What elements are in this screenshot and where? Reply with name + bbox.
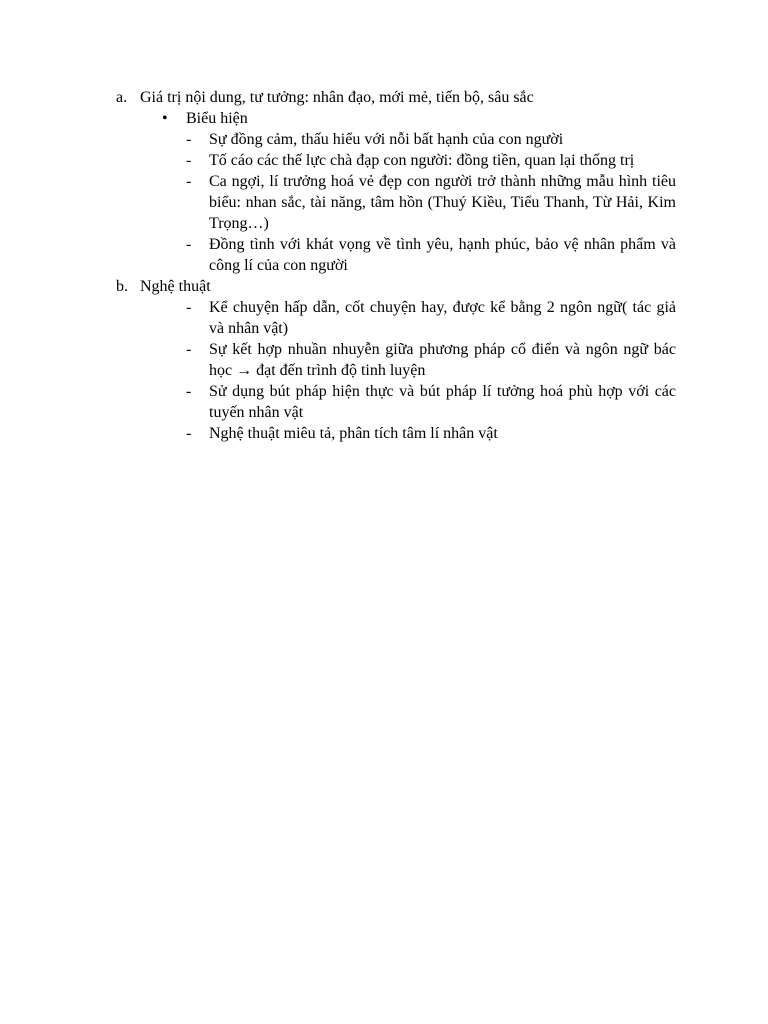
dash-marker: - — [186, 383, 192, 400]
list-item-text: Nghệ thuật miêu tả, phân tích tâm lí nhân vật — [209, 425, 498, 442]
dash-marker: - — [186, 341, 192, 358]
bullet-heading-bieu-hien — [116, 108, 676, 129]
dash-marker: - — [186, 236, 192, 253]
list-item — [116, 423, 676, 444]
list-item — [116, 150, 676, 171]
list-marker: b. — [116, 278, 128, 295]
dash-marker: - — [186, 131, 192, 148]
list-item — [116, 297, 676, 339]
list-item-text: Ca ngợi, lí trưởng hoá vẻ đẹp con người trở thành những mẫu hình tiêu biểu: nhan sắc, tài năng, tâm hồn (Thuý Kiều, Tiểu Thanh, Từ Hải, Kim Trọng…) — [209, 173, 676, 232]
list-item-text: Đồng tình với khát vọng về tình yêu, hạnh phúc, bảo vệ nhân phẩm và công lí của con người — [209, 236, 676, 274]
section-b-heading — [116, 276, 676, 297]
dash-marker: - — [186, 425, 192, 442]
list-item — [116, 171, 676, 234]
bullet-text: Biểu hiện — [186, 110, 248, 127]
dash-marker: - — [186, 173, 192, 190]
dash-marker: - — [186, 152, 192, 169]
list-item-text: Sử dụng bút pháp hiện thực và bút pháp lí tưởng hoá phù hợp với các tuyến nhân vật — [209, 383, 676, 421]
list-item-text: Kể chuyện hấp dẫn, cốt chuyện hay, được kể bằng 2 ngôn ngữ( tác giả và nhân vật) — [209, 299, 676, 337]
list-item — [116, 381, 676, 423]
list-item-text: Sự kết hợp nhuần nhuyễn giữa phương pháp cổ điển và ngôn ngữ bác học → đạt đến trình độ tinh luyện — [209, 341, 676, 379]
list-item — [116, 129, 676, 150]
outline-list — [116, 87, 676, 444]
dash-marker: - — [186, 299, 192, 316]
section-a-heading — [116, 87, 676, 108]
list-item — [116, 339, 676, 381]
list-item — [116, 234, 676, 276]
bullet-icon: • — [162, 110, 168, 127]
list-item-text: Sự đồng cảm, thấu hiểu với nỗi bất hạnh của con người — [209, 131, 564, 148]
section-text: Nghệ thuật — [140, 278, 211, 295]
list-marker: a. — [116, 89, 128, 106]
section-text: Giá trị nội dung, tư tưởng: nhân đạo, mới mẻ, tiến bộ, sâu sắc — [140, 89, 534, 106]
list-item-text: Tố cáo các thế lực chà đạp con người: đồng tiền, quan lại thống trị — [209, 152, 635, 169]
